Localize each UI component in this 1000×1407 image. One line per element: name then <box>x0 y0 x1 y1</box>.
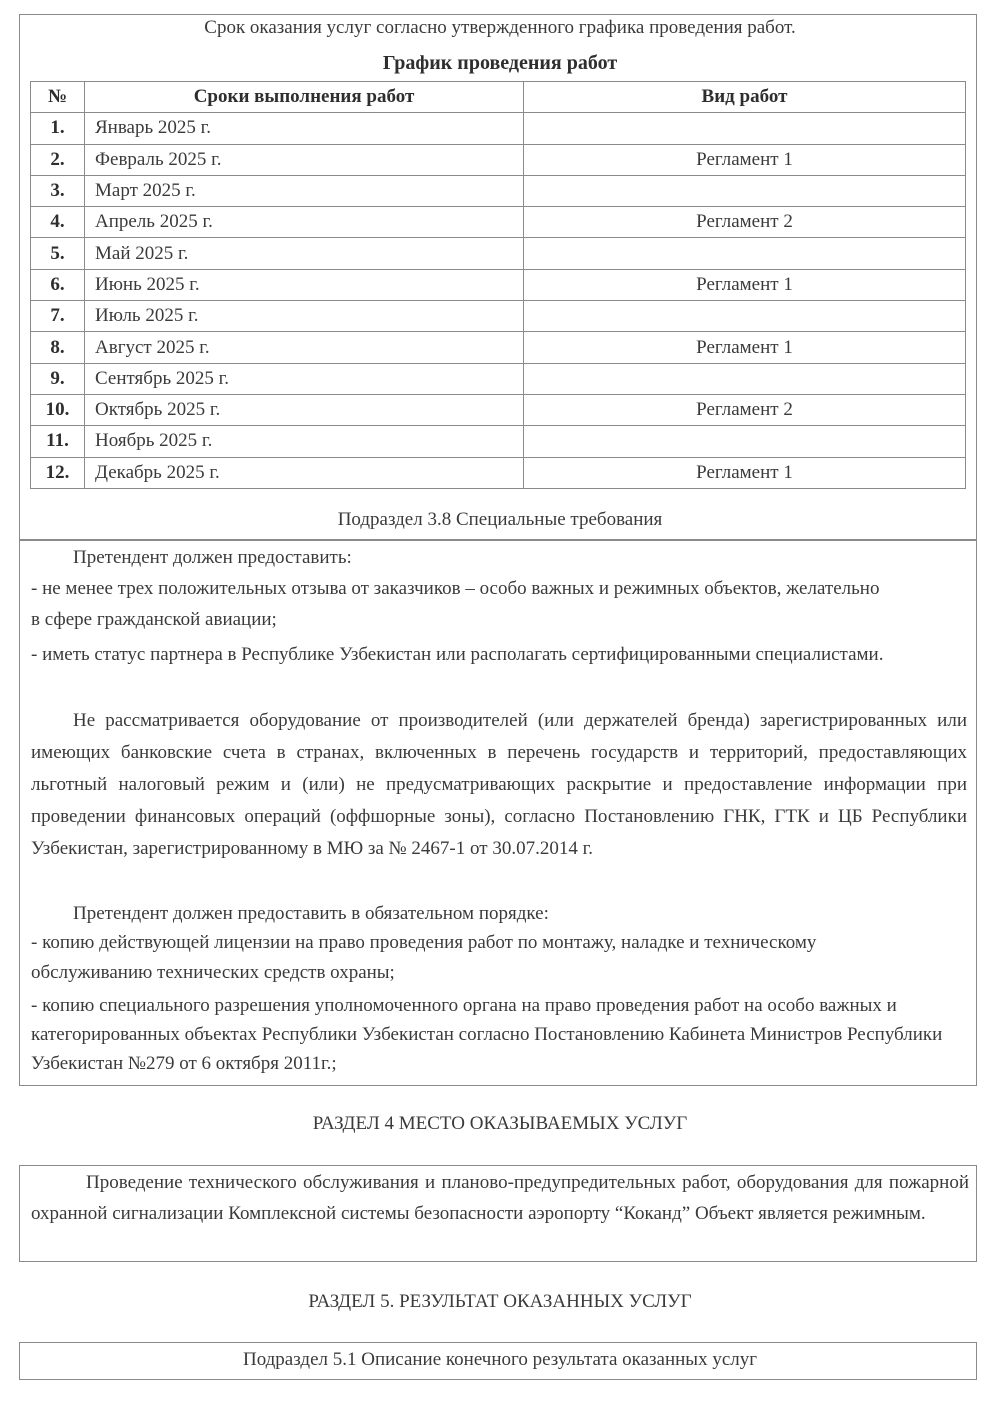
row-work-type <box>524 238 966 269</box>
header-period: Сроки выполнения работ <box>85 82 524 113</box>
row-period: Октябрь 2025 г. <box>85 394 524 425</box>
row-number: 5. <box>31 238 85 269</box>
row-period: Июль 2025 г. <box>85 301 524 332</box>
requirement-item: - иметь статус партнера в Республике Узбекистан или располагать сертифицированными специалистами. <box>31 644 884 665</box>
row-work-type <box>524 363 966 394</box>
header-kind: Вид работ <box>524 82 966 113</box>
row-period: Ноябрь 2025 г. <box>85 426 524 457</box>
table-row <box>31 457 966 488</box>
table-row <box>31 301 966 332</box>
row-work-type <box>524 301 966 332</box>
table-row <box>31 207 966 238</box>
section-5-title: РАЗДЕЛ 5. РЕЗУЛЬТАТ ОКАЗАННЫХ УСЛУГ <box>308 1291 692 1312</box>
header-num: № <box>31 82 85 113</box>
table-header-row <box>31 82 966 113</box>
row-period: Сентябрь 2025 г. <box>85 363 524 394</box>
requirement-item: - не менее трех положительных отзыва от заказчиков – особо важных и режимных объектов, желательно в сфере гражданской авиации; <box>31 578 880 630</box>
section-4-title: РАЗДЕЛ 4 МЕСТО ОКАЗЫВАЕМЫХ УСЛУГ <box>312 1113 688 1134</box>
table-row <box>31 426 966 457</box>
subsection-5-1-title: Подраздел 5.1 Описание конечного результата оказанных услуг <box>242 1349 758 1370</box>
row-period: Май 2025 г. <box>85 238 524 269</box>
row-period: Февраль 2025 г. <box>85 144 524 175</box>
row-number: 12. <box>31 457 85 488</box>
row-number: 3. <box>31 175 85 206</box>
table-row <box>31 238 966 269</box>
table-row <box>31 363 966 394</box>
row-number: 6. <box>31 269 85 300</box>
table-row <box>31 394 966 425</box>
row-number: 1. <box>31 113 85 144</box>
requirement-item: - копию специального разрешения уполномоченного органа на право проведения работ на особо важных и категорированных объектах Республики Узбекистан согласно Постановлению Кабинета Министров Республики Узбекистан №279 от 6 октября 2011г.; <box>31 995 943 1074</box>
table-row <box>31 113 966 144</box>
schedule-title: График проведения работ <box>382 52 618 74</box>
requirement-item: - копию действующей лицензии на право проведения работ по монтажу, наладке и техническому обслуживанию технических средств охраны; <box>31 932 817 983</box>
row-work-type: Регламент 1 <box>524 457 966 488</box>
row-number: 4. <box>31 207 85 238</box>
offshore-clause: Не рассматривается оборудование от производителей (или держателей бренда) зарегистрированных или имеющих банковские счета в странах, включенных в перечень государств и территорий, предоставляющих льготный налоговый режим и (или) не предусматривающих раскрытие и предоставление информации при проведении финансовых операций (оффшорные зоны), согласно Постановлению ГНК, ГТК и ЦБ Республики Узбекистан, зарегистрированному в МЮ за № 2467-1 от 30.07.2014 г. <box>31 710 967 859</box>
table-row <box>31 269 966 300</box>
divider <box>19 539 977 541</box>
table-row <box>31 144 966 175</box>
table-row <box>31 332 966 363</box>
row-period: Март 2025 г. <box>85 175 524 206</box>
requirements-lead: Претендент должен предоставить: <box>73 547 352 568</box>
row-work-type <box>524 113 966 144</box>
row-period: Апрель 2025 г. <box>85 207 524 238</box>
row-period: Январь 2025 г. <box>85 113 524 144</box>
row-work-type <box>524 175 966 206</box>
schedule-intro: Срок оказания услуг согласно утвержденного графика проведения работ. <box>204 17 796 38</box>
subsection-3-8-title: Подраздел 3.8 Специальные требования <box>337 509 663 530</box>
row-number: 9. <box>31 363 85 394</box>
row-number: 8. <box>31 332 85 363</box>
row-work-type: Регламент 2 <box>524 394 966 425</box>
row-work-type: Регламент 2 <box>524 207 966 238</box>
row-number: 10. <box>31 394 85 425</box>
row-work-type: Регламент 1 <box>524 332 966 363</box>
row-work-type <box>524 426 966 457</box>
section-4-text: Проведение технического обслуживания и планово-предупредительных работ, оборудования для пожарной охранной сигнализации Комплексной системы безопасности аэропорту “Коканд” Объект является режимным. <box>31 1172 969 1224</box>
row-work-type: Регламент 1 <box>524 269 966 300</box>
table-row <box>31 175 966 206</box>
row-work-type: Регламент 1 <box>524 144 966 175</box>
mandatory-lead: Претендент должен предоставить в обязательном порядке: <box>73 903 549 924</box>
row-number: 11. <box>31 426 85 457</box>
row-period: Август 2025 г. <box>85 332 524 363</box>
row-period: Июнь 2025 г. <box>85 269 524 300</box>
row-number: 2. <box>31 144 85 175</box>
row-number: 7. <box>31 301 85 332</box>
row-period: Декабрь 2025 г. <box>85 457 524 488</box>
schedule-table <box>30 81 966 489</box>
